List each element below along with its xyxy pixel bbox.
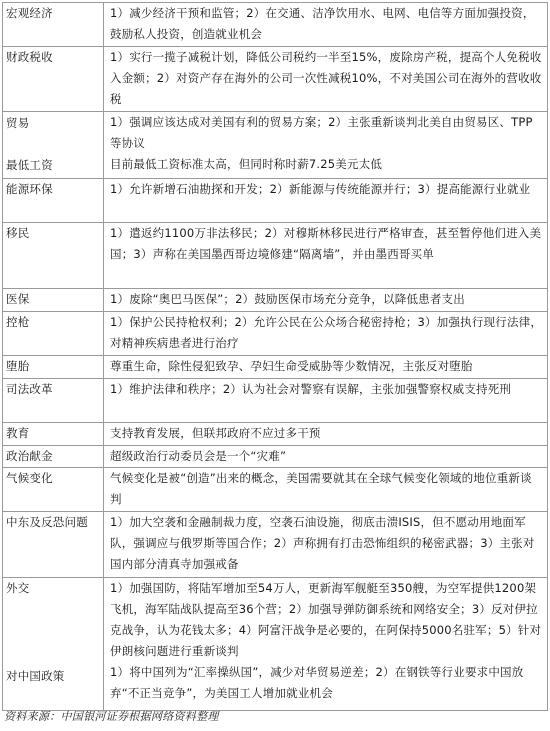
- topic-diplomacy: 外交: [6, 581, 30, 595]
- content-cell: 尊重生命，除性侵犯致孕、孕妇生命受威胁等少数情况，主张反对堕胎: [104, 356, 548, 379]
- topic-cell: 教育: [3, 423, 104, 446]
- table-row-middle-east-terrorism: [3, 512, 548, 578]
- content-cell: 1）遣返约1100万非法移民；2）对穆斯林移民进行严格审查，甚至暂停他们进入美国；3）声称在美国墨西哥边境修建“隔离墙”，并由墨西哥买单: [104, 223, 548, 289]
- content-cell: 超级政治行动委员会是一个“灾难”: [104, 446, 548, 468]
- content-cell: 1）保护公民持枪权利；2）允许公民在公众场合秘密持枪；3）加强执行现行法律，对精神疾病患者进行治疗: [104, 312, 548, 356]
- content-cell: 支持教育发展，但联邦政府不应过多干预: [104, 423, 548, 446]
- topic-cell: 移民: [3, 223, 104, 289]
- policy-table-container: [2, 2, 547, 711]
- table-row-political-donations: [3, 446, 548, 468]
- topic-cell: [3, 112, 104, 179]
- table-row-judicial-reform: [3, 379, 548, 423]
- content-trade: 1）强调应该达成对美国有利的贸易方案；2）主张重新谈判北美自由贸易区、TPP等协议: [110, 115, 533, 150]
- content-cell: 1）维护法律和秩序；2）认为社会对警察有误解，主张加强警察权威支持死刑: [104, 379, 548, 423]
- content-china-policy: 1）将中国列为“汇率操纵国”，减少对华贸易逆差；2）在钢铁等行业要求中国放弃“不正当竞争”，为美国工人增加就业机会: [110, 665, 524, 700]
- topic-cell: 控枪: [3, 312, 104, 356]
- topic-cell: 堕胎: [3, 356, 104, 379]
- topic-cell: [3, 578, 104, 711]
- content-cell: 1）减少经济干预和监管；2）在交通、洁净饮用水、电网、电信等方面加强投资，鼓励私人投资，创造就业机会: [104, 3, 548, 47]
- content-cell: 1）加大空袭和金融制裁力度，空袭石油设施，彻底击溃ISIS，但不愿动用地面军队，强调应与俄罗斯等国合作；2）声称拥有打击恐怖组织的秘密武器；3）主张对国内部分清真寺加强戒备: [104, 512, 548, 578]
- table-row-fiscal-tax: [3, 47, 548, 112]
- topic-cell: 医保: [3, 289, 104, 312]
- topic-trade: 贸易: [6, 116, 30, 130]
- source-note: 资料来源：中国银河证券根据网络资料整理: [4, 710, 219, 723]
- content-cell: [104, 578, 548, 711]
- table-row-immigration: [3, 223, 548, 289]
- content-cell: [104, 112, 548, 179]
- topic-cell: 政治献金: [3, 446, 104, 468]
- table-row-gun-control: [3, 312, 548, 356]
- content-cell: 1）实行一揽子减税计划，降低公司税约一半至15%，废除房产税，提高个人免税收入金额；2）对资产存在海外的公司一次性减税10%，不对美国公司在海外的营收收税: [104, 47, 548, 112]
- table-row-diplomacy-china: [3, 578, 548, 711]
- table-row-healthcare: [3, 289, 548, 312]
- table-row-climate-change: [3, 468, 548, 512]
- table-row-abortion: [3, 356, 548, 379]
- topic-cell: 气候变化: [3, 468, 104, 512]
- table-row-energy: [3, 179, 548, 223]
- content-cell: 1）允许新增石油勘探和开发；2）新能源与传统能源并行；3）提高能源行业就业: [104, 179, 548, 223]
- content-cell: 1）废除“奥巴马医保”；2）鼓励医保市场充分竞争，以降低患者支出: [104, 289, 548, 312]
- policy-table: [2, 2, 548, 711]
- topic-cell: 能源环保: [3, 179, 104, 223]
- table-row-education: [3, 423, 548, 446]
- content-min-wage: 目前最低工资标准太高，但同时称时薪7.25美元太低: [110, 157, 383, 171]
- topic-cell: 司法改革: [3, 379, 104, 423]
- topic-min-wage: 最低工资: [6, 158, 53, 172]
- topic-china-policy: 对中国政策: [6, 669, 65, 683]
- topic-cell: 财政税收: [3, 47, 104, 112]
- topic-cell: 中东及反恐问题: [3, 512, 104, 578]
- table-row-macro-economy: [3, 3, 548, 47]
- content-diplomacy: 1）加强国防，将陆军增加至54万人，更新海军舰艇至350艘，为空军提供1200架飞机，海军陆战队提高至36个营；2）加强导弹防御系统和网络安全；3）反对伊拉克战争，认为花钱太多；4）阿富汗战争是必要的，在阿保持5000名驻军；5）针对伊朗核问题进行重新谈判: [110, 581, 542, 658]
- topic-cell: 宏观经济: [3, 3, 104, 47]
- content-cell: 气候变化是被“创造”出来的概念，美国需要就其在全球气候变化领域的地位重新谈判: [104, 468, 548, 512]
- table-row-trade-min-wage: [3, 112, 548, 179]
